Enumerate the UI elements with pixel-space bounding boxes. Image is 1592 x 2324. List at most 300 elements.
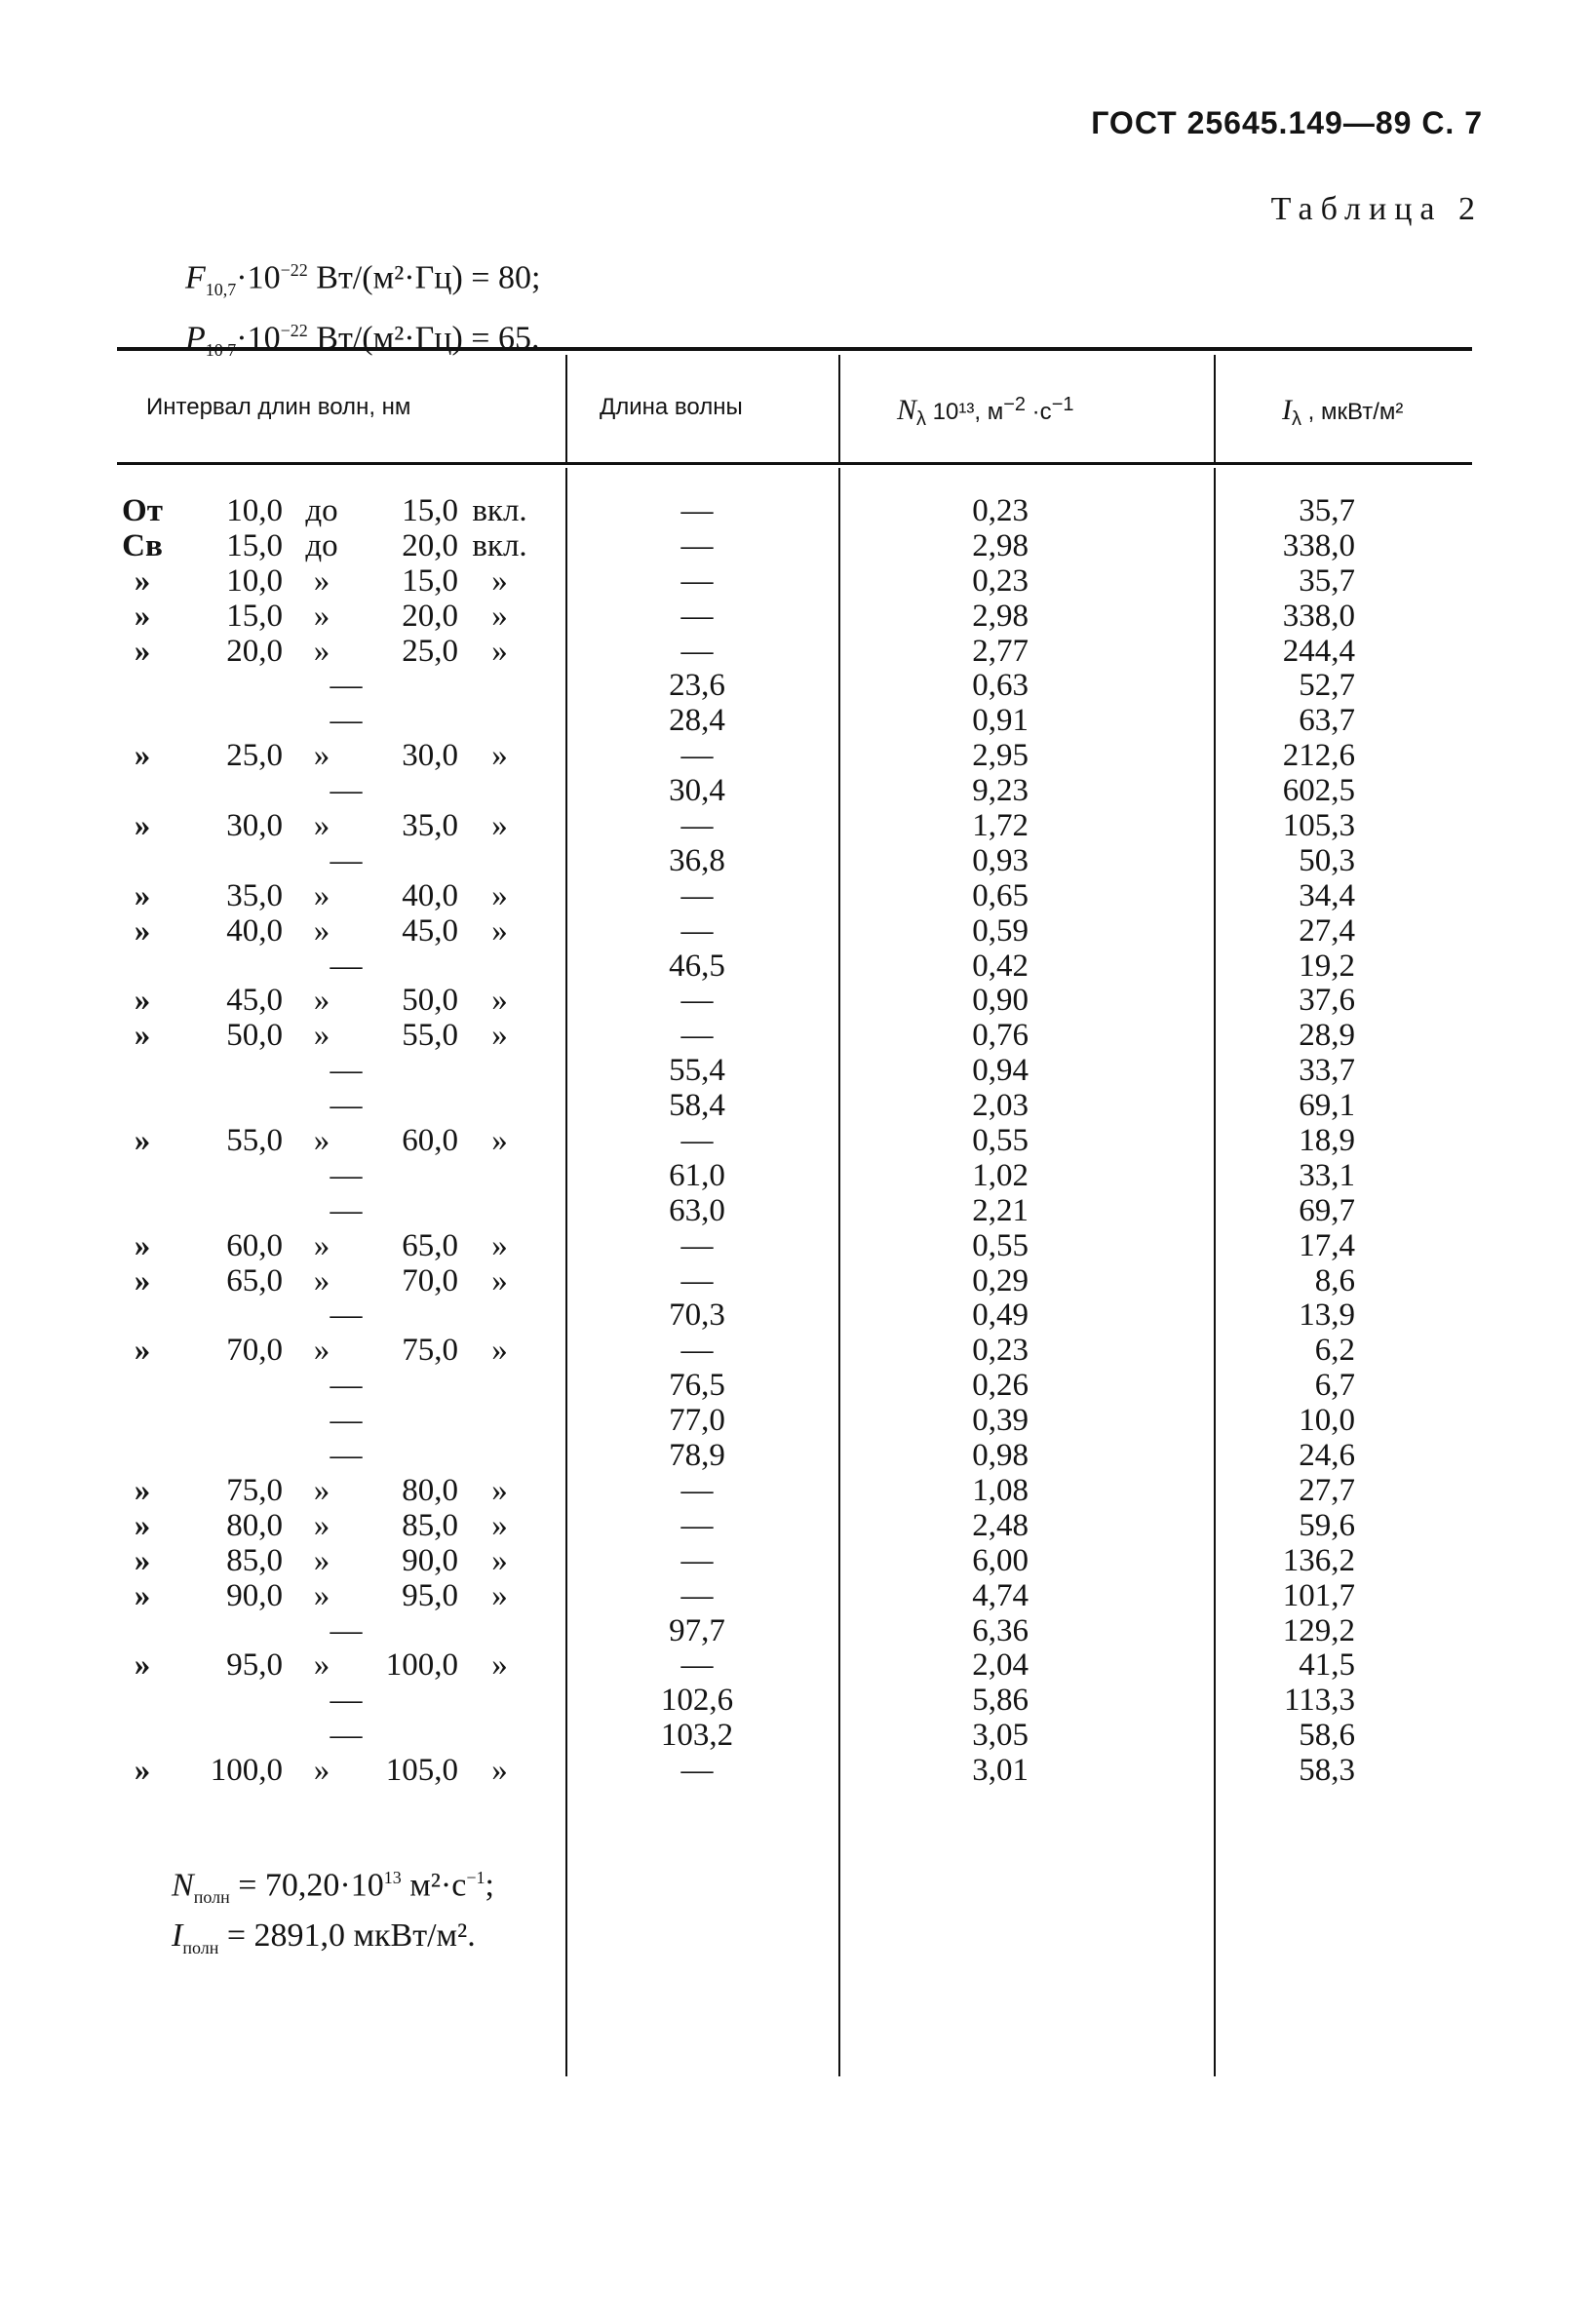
interval-suffix: » (491, 1577, 508, 1613)
table-row (117, 983, 1472, 1018)
interval-connector: до (305, 527, 338, 563)
interval-from: 15,0 (226, 527, 283, 563)
wavelength-cell: — (680, 808, 714, 844)
n-lambda-subscript: λ (916, 407, 927, 430)
intensity-cell: 35,7 (1299, 493, 1355, 528)
i-lambda-symbol: I (1282, 394, 1292, 426)
table-row (117, 1228, 1472, 1263)
intensity-cell: 59,6 (1299, 1507, 1355, 1543)
table-row (117, 493, 1472, 528)
interval-connector: » (313, 808, 330, 844)
intensity-cell: 58,3 (1299, 1753, 1355, 1789)
interval-to: 90,0 (402, 1542, 458, 1578)
wavelength-cell: — (680, 1472, 714, 1508)
interval-suffix: » (491, 562, 508, 599)
interval-from: 90,0 (226, 1577, 283, 1613)
interval-prefix: » (134, 738, 151, 774)
intensity-cell: 41,5 (1299, 1647, 1355, 1684)
interval-to: 35,0 (402, 808, 458, 844)
interval-from: 25,0 (226, 738, 283, 774)
interval-to: 15,0 (402, 562, 458, 599)
table-row (117, 1088, 1472, 1123)
interval-prefix: » (134, 1507, 151, 1543)
wavelength-cell: 78,9 (669, 1438, 725, 1474)
photon-flux-cell: 0,26 (972, 1368, 1029, 1404)
interval-connector: » (313, 1542, 330, 1578)
intensity-cell: 8,6 (1314, 1262, 1355, 1298)
wavelength-cell: — (680, 1542, 714, 1578)
interval-from: 85,0 (226, 1542, 283, 1578)
interval-to: 60,0 (402, 1123, 458, 1159)
wavelength-cell: — (680, 1753, 714, 1789)
wavelength-cell: — (680, 877, 714, 913)
table-row (117, 949, 1472, 984)
photon-flux-cell: 6,36 (972, 1612, 1029, 1648)
page-header: ГОСТ 25645.149—89 С. 7 (1091, 105, 1483, 140)
total-i-value: = 2891,0 мкВт/м². (218, 1917, 476, 1955)
interval-suffix: » (491, 1123, 508, 1159)
interval-suffix: » (491, 1647, 508, 1684)
photon-flux-cell: 2,98 (972, 527, 1029, 563)
interval-dash: — (330, 773, 363, 809)
wavelength-cell: 28,4 (669, 703, 725, 739)
wavelength-cell: — (680, 912, 714, 949)
interval-from: 50,0 (226, 1018, 283, 1054)
photon-flux-cell: 0,98 (972, 1438, 1029, 1474)
intensity-cell: 129,2 (1282, 1612, 1355, 1648)
table-row (117, 634, 1472, 669)
photon-flux-cell: 0,23 (972, 493, 1029, 528)
interval-suffix: » (491, 808, 508, 844)
interval-connector: » (313, 1123, 330, 1159)
table-row (117, 1193, 1472, 1228)
p-text: ·10 (236, 320, 281, 357)
total-n-subscript: полн (193, 1887, 230, 1908)
wavelength-cell: 30,4 (669, 773, 725, 809)
table-row (117, 1158, 1472, 1193)
table-row (117, 1123, 1472, 1158)
interval-from: 65,0 (226, 1262, 283, 1298)
total-n-value: = 70,20·10 (229, 1867, 384, 1904)
interval-to: 100,0 (385, 1647, 458, 1684)
photon-flux-cell: 0,39 (972, 1403, 1029, 1439)
interval-connector: » (313, 912, 330, 949)
wavelength-cell: — (680, 598, 714, 634)
interval-suffix: » (491, 598, 508, 634)
interval-to: 65,0 (402, 1227, 458, 1263)
f-exponent: −22 (280, 260, 308, 280)
table-row (117, 1613, 1472, 1648)
photon-flux-cell: 2,48 (972, 1507, 1029, 1543)
intensity-cell: 6,2 (1314, 1333, 1355, 1369)
interval-to: 80,0 (402, 1472, 458, 1508)
table-row (117, 773, 1472, 808)
interval-suffix: » (491, 1333, 508, 1369)
interval-to: 25,0 (402, 633, 458, 669)
interval-connector: » (313, 738, 330, 774)
table-row (117, 1053, 1472, 1088)
interval-from: 20,0 (226, 633, 283, 669)
interval-connector: » (313, 1647, 330, 1684)
interval-suffix: » (491, 633, 508, 669)
p-subscript: 10 7 (205, 340, 237, 361)
table-row (117, 1298, 1472, 1333)
column-divider (1214, 355, 1216, 464)
table-row (117, 563, 1472, 599)
wavelength-cell: — (680, 1227, 714, 1263)
interval-dash: — (330, 1683, 363, 1719)
f-symbol: F (185, 259, 206, 296)
interval-to: 70,0 (402, 1262, 458, 1298)
table-row (117, 913, 1472, 949)
interval-connector: до (305, 493, 338, 528)
wavelength-cell: — (680, 562, 714, 599)
interval-prefix: » (134, 562, 151, 599)
interval-prefix: » (134, 983, 151, 1019)
photon-flux-cell: 6,00 (972, 1542, 1029, 1578)
intensity-cell: 37,6 (1299, 983, 1355, 1019)
column-header-wavelength: Длина волны (600, 394, 743, 420)
interval-from: 40,0 (226, 912, 283, 949)
interval-suffix: » (491, 1227, 508, 1263)
f-text: ·10 (236, 259, 281, 296)
intensity-cell: 136,2 (1282, 1542, 1355, 1578)
photon-flux-cell: 0,93 (972, 842, 1029, 878)
interval-from: 15,0 (226, 598, 283, 634)
interval-dash: — (330, 1403, 363, 1439)
interval-dash: — (330, 1612, 363, 1648)
table-row (117, 668, 1472, 703)
interval-from: 30,0 (226, 808, 283, 844)
interval-to: 95,0 (402, 1577, 458, 1613)
interval-suffix: » (491, 912, 508, 949)
interval-dash: — (330, 1298, 363, 1334)
total-n-symbol: N (172, 1867, 194, 1904)
interval-suffix: » (491, 1753, 508, 1789)
table-row (117, 1403, 1472, 1438)
wavelength-cell: 77,0 (669, 1403, 725, 1439)
interval-dash: — (330, 1053, 363, 1089)
interval-prefix: » (134, 1018, 151, 1054)
table-row (117, 1438, 1472, 1473)
interval-connector: » (313, 983, 330, 1019)
photon-flux-cell: 0,49 (972, 1298, 1029, 1334)
p-parameter (185, 310, 540, 370)
intensity-cell: 52,7 (1299, 668, 1355, 704)
table-row (117, 599, 1472, 634)
photon-flux-cell: 2,04 (972, 1647, 1029, 1684)
intensity-cell: 18,9 (1299, 1123, 1355, 1159)
interval-from: 75,0 (226, 1472, 283, 1508)
photon-flux-cell: 3,05 (972, 1718, 1029, 1754)
interval-dash: — (330, 1438, 363, 1474)
intensity-cell: 338,0 (1282, 527, 1355, 563)
table-row (117, 1578, 1472, 1613)
photon-flux-cell: 9,23 (972, 773, 1029, 809)
interval-connector: » (313, 562, 330, 599)
wavelength-cell: — (680, 1262, 714, 1298)
column-divider (565, 355, 567, 464)
total-n-unit: м²·с (401, 1867, 467, 1904)
interval-connector: » (313, 1333, 330, 1369)
photon-flux-cell: 0,63 (972, 668, 1029, 704)
intensity-cell: 33,1 (1299, 1157, 1355, 1193)
column-header-photon-flux (897, 394, 1074, 431)
interval-dash: — (330, 948, 363, 984)
interval-dash: — (330, 1088, 363, 1124)
intensity-cell: 35,7 (1299, 562, 1355, 599)
total-i-subscript: полн (182, 1937, 219, 1957)
intensity-cell: 13,9 (1299, 1298, 1355, 1334)
intensity-cell: 10,0 (1299, 1403, 1355, 1439)
interval-connector: » (313, 1472, 330, 1508)
intensity-cell: 27,4 (1299, 912, 1355, 949)
interval-suffix: » (491, 1262, 508, 1298)
n-lambda-symbol: N (897, 394, 917, 426)
interval-prefix: » (134, 1262, 151, 1298)
interval-dash: — (330, 1192, 363, 1228)
photon-flux-cell: 2,21 (972, 1192, 1029, 1228)
photon-flux-cell: 2,95 (972, 738, 1029, 774)
interval-dash: — (330, 1368, 363, 1404)
intensity-cell: 28,9 (1299, 1018, 1355, 1054)
wavelength-cell: 36,8 (669, 842, 725, 878)
intensity-cell: 101,7 (1282, 1577, 1355, 1613)
table-row (117, 843, 1472, 878)
interval-connector: » (313, 598, 330, 634)
table-row (117, 1473, 1472, 1508)
intensity-cell: 24,6 (1299, 1438, 1355, 1474)
table-row (117, 1333, 1472, 1368)
table-parameters (185, 250, 540, 370)
interval-connector: » (313, 877, 330, 913)
table-row (117, 1543, 1472, 1578)
photon-flux-cell: 2,77 (972, 633, 1029, 669)
photon-flux-cell: 2,98 (972, 598, 1029, 634)
interval-to: 75,0 (402, 1333, 458, 1369)
f-unit: Вт/(м²·Гц) = 80; (307, 259, 541, 296)
interval-suffix: вкл. (472, 527, 527, 563)
interval-from: 35,0 (226, 877, 283, 913)
wavelength-cell: — (680, 1507, 714, 1543)
photon-flux-cell: 4,74 (972, 1577, 1029, 1613)
photon-flux-cell: 0,23 (972, 1333, 1029, 1369)
interval-suffix: » (491, 1542, 508, 1578)
wavelength-cell: 63,0 (669, 1192, 725, 1228)
table-row (117, 1683, 1472, 1718)
photon-flux-cell: 5,86 (972, 1683, 1029, 1719)
table-row (117, 1647, 1472, 1683)
photon-flux-cell: 1,02 (972, 1157, 1029, 1193)
interval-suffix: » (491, 1018, 508, 1054)
intensity-cell: 6,7 (1314, 1368, 1355, 1404)
wavelength-cell: — (680, 1333, 714, 1369)
interval-prefix: » (134, 912, 151, 949)
wavelength-cell: 55,4 (669, 1053, 725, 1089)
interval-prefix: » (134, 633, 151, 669)
intensity-cell: 33,7 (1299, 1053, 1355, 1089)
interval-to: 30,0 (402, 738, 458, 774)
photon-flux-cell: 0,91 (972, 703, 1029, 739)
table-row (117, 1368, 1472, 1403)
interval-to: 105,0 (385, 1753, 458, 1789)
wavelength-cell: 103,2 (660, 1718, 734, 1754)
interval-prefix: От (122, 493, 163, 528)
interval-prefix: » (134, 1577, 151, 1613)
intensity-cell: 212,6 (1282, 738, 1355, 774)
intensity-cell: 69,1 (1299, 1088, 1355, 1124)
n-lambda-text: 10¹³, м (926, 399, 1004, 425)
total-n-unit-exponent: −1 (466, 1868, 485, 1887)
interval-prefix: » (134, 1647, 151, 1684)
interval-connector: » (313, 1018, 330, 1054)
table-row (117, 1263, 1472, 1298)
intensity-cell: 50,3 (1299, 842, 1355, 878)
interval-dash: — (330, 1718, 363, 1754)
column-divider (838, 355, 840, 464)
interval-from: 10,0 (226, 493, 283, 528)
interval-dash: — (330, 703, 363, 739)
interval-dash: — (330, 668, 363, 704)
interval-connector: » (313, 633, 330, 669)
interval-to: 55,0 (402, 1018, 458, 1054)
photon-flux-cell: 0,42 (972, 948, 1029, 984)
interval-to: 45,0 (402, 912, 458, 949)
interval-dash: — (330, 1157, 363, 1193)
n-lambda-mid: ·с (1026, 399, 1052, 425)
table-row (117, 808, 1472, 843)
photon-flux-cell: 3,01 (972, 1753, 1029, 1789)
intensity-cell: 105,3 (1282, 808, 1355, 844)
table-label: Таблица 2 (1270, 191, 1483, 227)
interval-suffix: » (491, 1507, 508, 1543)
interval-prefix: » (134, 1753, 151, 1789)
wavelength-cell: — (680, 1123, 714, 1159)
photon-flux-cell: 0,90 (972, 983, 1029, 1019)
interval-connector: » (313, 1577, 330, 1613)
table-row (117, 1018, 1472, 1053)
table-row (117, 528, 1472, 563)
total-n-end: ; (485, 1867, 494, 1904)
interval-connector: » (313, 1262, 330, 1298)
interval-prefix: » (134, 1472, 151, 1508)
interval-prefix: » (134, 1542, 151, 1578)
table-row (117, 1753, 1472, 1788)
interval-prefix: » (134, 877, 151, 913)
n-lambda-exp1: −2 (1003, 394, 1027, 415)
interval-connector: » (313, 1753, 330, 1789)
interval-from: 10,0 (226, 562, 283, 599)
table-row (117, 1508, 1472, 1543)
interval-to: 20,0 (402, 527, 458, 563)
interval-prefix: » (134, 1123, 151, 1159)
wavelength-cell: — (680, 1577, 714, 1613)
interval-to: 20,0 (402, 598, 458, 634)
table-top-rule (117, 347, 1472, 351)
interval-from: 55,0 (226, 1123, 283, 1159)
interval-from: 60,0 (226, 1227, 283, 1263)
p-symbol: P (185, 320, 206, 357)
table-row (117, 738, 1472, 773)
intensity-cell: 34,4 (1299, 877, 1355, 913)
interval-suffix: вкл. (472, 493, 527, 528)
wavelength-cell: — (680, 633, 714, 669)
intensity-cell: 27,7 (1299, 1472, 1355, 1508)
total-i (172, 1917, 494, 1967)
interval-to: 40,0 (402, 877, 458, 913)
interval-dash: — (330, 842, 363, 878)
interval-from: 95,0 (226, 1647, 283, 1684)
interval-suffix: » (491, 877, 508, 913)
interval-suffix: » (491, 1472, 508, 1508)
photon-flux-cell: 2,03 (972, 1088, 1029, 1124)
photon-flux-cell: 0,23 (972, 562, 1029, 599)
i-lambda-subscript: λ (1292, 407, 1301, 430)
table-row (117, 1718, 1472, 1753)
wavelength-cell: — (680, 983, 714, 1019)
wavelength-cell: 70,3 (669, 1298, 725, 1334)
table-row (117, 878, 1472, 913)
intensity-cell: 338,0 (1282, 598, 1355, 634)
wavelength-cell: 61,0 (669, 1157, 725, 1193)
intensity-cell: 244,4 (1282, 633, 1355, 669)
wavelength-cell: 46,5 (669, 948, 725, 984)
wavelength-cell: — (680, 738, 714, 774)
interval-from: 80,0 (226, 1507, 283, 1543)
interval-prefix: » (134, 598, 151, 634)
column-header-interval: Интервал длин волн, нм (146, 394, 411, 420)
wavelength-cell: — (680, 1647, 714, 1684)
wavelength-cell: — (680, 527, 714, 563)
intensity-cell: 17,4 (1299, 1227, 1355, 1263)
intensity-cell: 63,7 (1299, 703, 1355, 739)
wavelength-cell: 97,7 (669, 1612, 725, 1648)
wavelength-cell: 76,5 (669, 1368, 725, 1404)
interval-suffix: » (491, 738, 508, 774)
n-lambda-exp2: −1 (1051, 394, 1074, 415)
wavelength-cell: 23,6 (669, 668, 725, 704)
photon-flux-cell: 1,72 (972, 808, 1029, 844)
intensity-cell: 58,6 (1299, 1718, 1355, 1754)
intensity-cell: 19,2 (1299, 948, 1355, 984)
photon-flux-cell: 0,55 (972, 1123, 1029, 1159)
intensity-cell: 69,7 (1299, 1192, 1355, 1228)
table-header-rule (117, 462, 1472, 465)
photon-flux-cell: 0,55 (972, 1227, 1029, 1263)
interval-to: 50,0 (402, 983, 458, 1019)
total-i-symbol: I (172, 1917, 183, 1955)
i-lambda-text: , мкВт/м² (1301, 399, 1404, 425)
total-n (172, 1858, 494, 1917)
photon-flux-cell: 0,59 (972, 912, 1029, 949)
photon-flux-cell: 0,29 (972, 1262, 1029, 1298)
f-parameter (185, 250, 540, 310)
interval-connector: » (313, 1507, 330, 1543)
intensity-cell: 113,3 (1283, 1683, 1355, 1719)
table-row (117, 703, 1472, 738)
column-header-intensity (1282, 394, 1403, 431)
interval-prefix: Св (122, 527, 163, 563)
intensity-cell: 602,5 (1282, 773, 1355, 809)
interval-suffix: » (491, 983, 508, 1019)
interval-from: 45,0 (226, 983, 283, 1019)
interval-from: 70,0 (226, 1333, 283, 1369)
interval-from: 100,0 (210, 1753, 283, 1789)
wavelength-cell: 58,4 (669, 1088, 725, 1124)
totals (172, 1858, 494, 1967)
wavelength-cell: 102,6 (660, 1683, 734, 1719)
interval-prefix: » (134, 808, 151, 844)
